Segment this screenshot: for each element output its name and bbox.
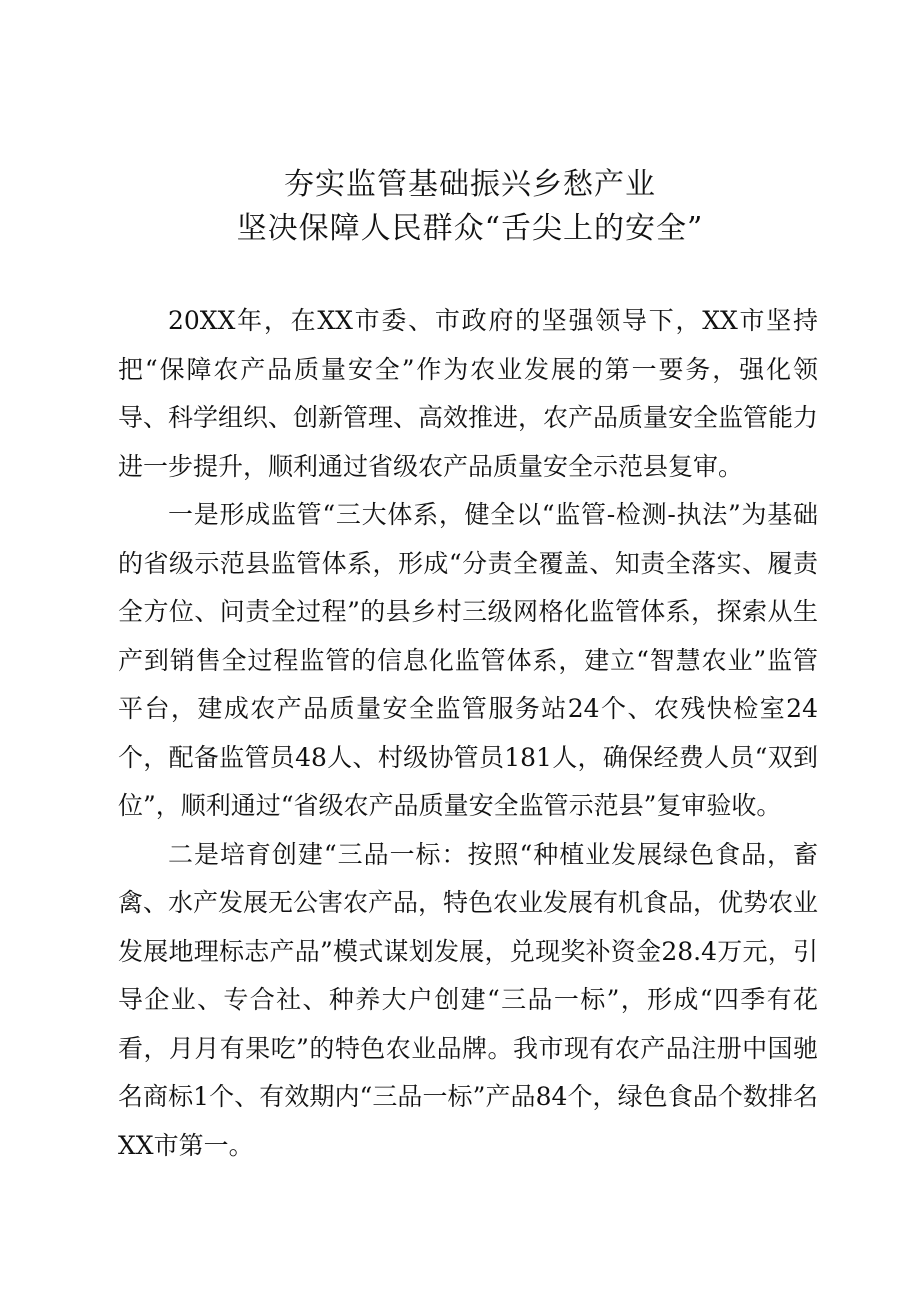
paragraph-supervision-systems: 一是形成监管“三大体系，健全以“监管-检测-执法”为基础的省级示范县监管体系，形成“分责全覆盖、知责全落实、履责全方位、问责全过程”的县乡村三级网格化监管体系，探索从生产到销售全过程监管的信息化监管体系，建立“智慧农业”监管平台，建成农产品质量安全监管服务站24个、农残快检室24个，配备监管员48人、村级协管员181人，确保经费人员“双到位”，顺利通过“省级农产品质量安全监管示范县”复审验收。 [118, 500, 818, 820]
document-body [118, 297, 818, 1170]
document-title-line-1: 夯实监管基础振兴乡愁产业 [284, 167, 656, 202]
paragraph-three-products-one-label: 二是培育创建“三品一标：按照“种植业发展绿色食品，畜禽、水产发展无公害农产品，特色农业发展有机食品，优势农业发展地理标志产品”模式谋划发展，兑现奖补资金28.4万元，引导企业、专合社、种养大户创建“三品一标”，形成“四季有花看，月月有果吃”的特色农业品牌。我市现有农产品注册中国驰名商标1个、有效期内“三品一标”产品84个，绿色食品个数排名XX市第一。 [118, 839, 819, 1160]
document-title-line-2: 坚决保障人民群众“舌尖上的安全” [236, 211, 704, 246]
paragraph-intro: 20XX年，在XX市委、市政府的坚强领导下，XX市坚持把“保障农产品质量安全”作为农业发展的第一要务，强化领导、科学组织、创新管理、高效推进，农产品质量安全监管能力进一步提升，顺利通过省级农产品质量安全示范县复审。 [118, 306, 819, 481]
